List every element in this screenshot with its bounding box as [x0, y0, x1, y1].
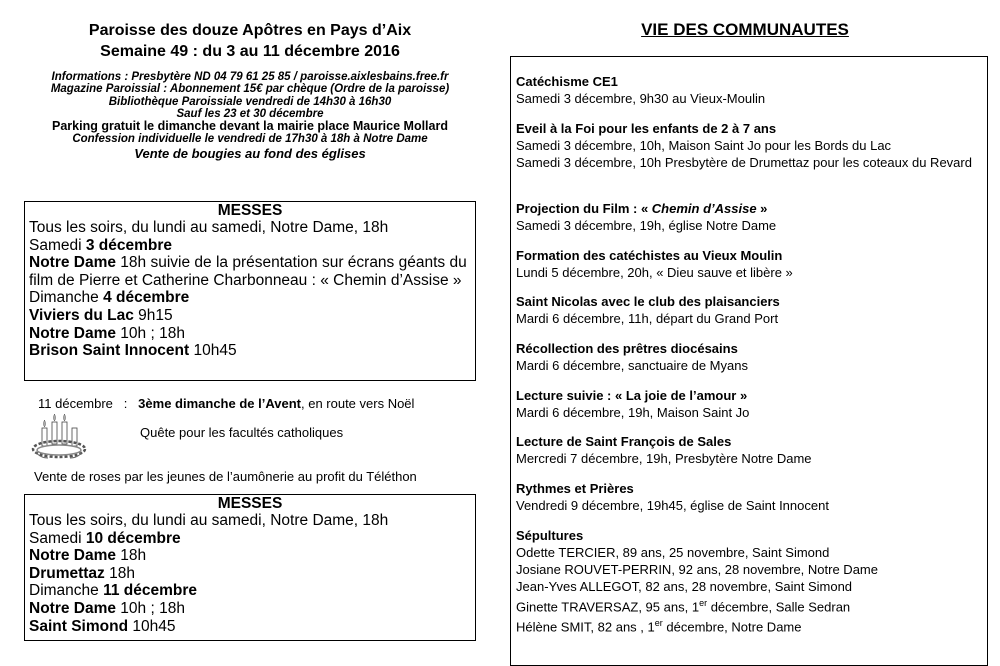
info-line: Confession individuelle le vendredi de 17h30 à 18h à Notre Dame	[72, 133, 428, 146]
masses-line: Brison Saint Innocent 10h45	[29, 342, 237, 360]
parish-header	[20, 20, 480, 62]
roses-text: Vente de roses par les jeunes de l’aumônerie au profit du Téléthon	[34, 469, 417, 484]
sepulture-item: Josiane ROUVET-PERRIN, 92 ans, 28 novembre, Notre Dame	[516, 562, 878, 577]
info-line: Informations : Presbytère ND 04 79 61 25 85 / paroisse.aixlesbains.free.fr	[51, 71, 449, 83]
masses-line: Samedi 3 décembre	[29, 236, 173, 254]
sepulture-item: Odette TERCIER, 89 ans, 25 novembre, Saint Simond	[516, 545, 830, 560]
sepulture-item: Ginette TRAVERSAZ, 95 ans, 1er décembre, Salle Sedran	[516, 598, 851, 615]
community-title: VIE DES COMMUNAUTES	[641, 20, 849, 39]
info-block	[20, 71, 480, 162]
info-line: Magazine Paroissial : Abonnement 15€ par chèque (Ordre de la paroisse)	[50, 83, 450, 96]
section-lecture-suivie: Lecture suivie : « La joie de l’amour » Mardi 6 décembre, 19h, Maison Saint Jo	[516, 388, 750, 420]
masses-line: Dimanche 11 décembre	[29, 582, 198, 600]
week-title: Semaine 49 : du 3 au 11 décembre 2016	[100, 43, 400, 60]
info-line-candles: Vente de bougies au fond des églises	[134, 146, 366, 162]
masses-line: Notre Dame 10h ; 18h	[29, 324, 185, 342]
masses-line: Drumettaz 18h	[29, 564, 135, 582]
masses-line: Tous les soirs, du lundi au samedi, Notre Dame, 18h	[29, 219, 389, 236]
advent-wreath-icon	[30, 414, 88, 464]
section-saint-nicolas: Saint Nicolas avec le club des plaisanciers Mardi 6 décembre, 11h, départ du Grand Port	[516, 294, 780, 326]
section-sepultures: Sépultures Odette TERCIER, 89 ans, 25 novembre, Saint Simond Josiane ROUVET-PERRIN, 92 ans, 28 novembre, Notre Dame Jean-Yves ALLEGOT, 82 ans, 28 novembre, Saint Simond Ginette TRAVERSAZ, 95 ans, 1er décembre, Salle Sedran Hélène SMIT, 82 ans , 1er décembre, Notre Dame	[516, 527, 978, 636]
masses-line: Notre Dame 18h suivie de la présentation sur écrans géants du film de Pierre et Catherine Charbonneau : « Chemin d’Assise »	[29, 254, 467, 289]
sepulture-item: Jean-Yves ALLEGOT, 82 ans, 28 novembre, Saint Simond	[516, 579, 853, 594]
advent-line: 11 décembre : 3ème dimanche de l’Avent, en route vers Noël	[38, 396, 415, 411]
masses-line: Viviers du Lac 9h15	[29, 306, 173, 324]
masses-box-week2	[24, 494, 476, 641]
masses-line: Dimanche 4 décembre	[29, 289, 190, 307]
masses-line: Notre Dame 18h	[29, 547, 147, 565]
masses-title: MESSES	[217, 202, 283, 219]
section-rythmes-prieres: Rythmes et Prières Vendredi 9 décembre, 19h45, église de Saint Innocent	[516, 481, 829, 513]
section-recollection: Récollection des prêtres diocésains Mardi 6 décembre, sanctuaire de Myans	[516, 341, 748, 373]
info-line-parking: Parking gratuit le dimanche devant la mairie place Maurice Mollard	[52, 119, 448, 134]
section-catechisme: Catéchisme CE1 Samedi 3 décembre, 9h30 au Vieux-Moulin	[516, 74, 766, 106]
advent-title: 3ème dimanche de l’Avent	[138, 396, 301, 411]
section-eveil-foi: Eveil à la Foi pour les enfants de 2 à 7 ans Samedi 3 décembre, 10h, Maison Saint Jo pour les Bords du Lac Samedi 3 décembre, 10h Presbytère de Drumettaz pour les coteaux du Revard	[516, 121, 972, 170]
masses-line: Samedi 10 décembre	[29, 529, 181, 547]
section-lecture-francois: Lecture de Saint François de Sales Mercredi 7 décembre, 19h, Presbytère Notre Dame	[516, 434, 812, 466]
masses-line: Tous les soirs, du lundi au samedi, Notre Dame, 18h	[29, 512, 389, 529]
masses-title: MESSES	[217, 495, 283, 512]
sepulture-item: Hélène SMIT, 82 ans , 1er décembre, Notre Dame	[516, 618, 802, 635]
masses-box-week1	[24, 201, 476, 381]
masses-line: Saint Simond 10h45	[29, 617, 176, 635]
advent-date: 11 décembre	[38, 396, 113, 411]
masses-line: Notre Dame 10h ; 18h	[29, 599, 185, 617]
info-line: Bibliothèque Paroissiale vendredi de 14h30 à 16h30	[108, 95, 392, 108]
quete-text: Quête pour les facultés catholiques	[140, 425, 344, 440]
parish-name: Paroisse des douze Apôtres en Pays d’Aix	[88, 22, 412, 39]
section-projection-film: Projection du Film : « Chemin d’Assise » Samedi 3 décembre, 19h, église Notre Dame	[516, 201, 777, 233]
info-line: Sauf les 23 et 30 décembre	[176, 107, 324, 120]
section-formation: Formation des catéchistes au Vieux Moulin Lundi 5 décembre, 20h, « Dieu sauve et libère »	[516, 248, 793, 280]
